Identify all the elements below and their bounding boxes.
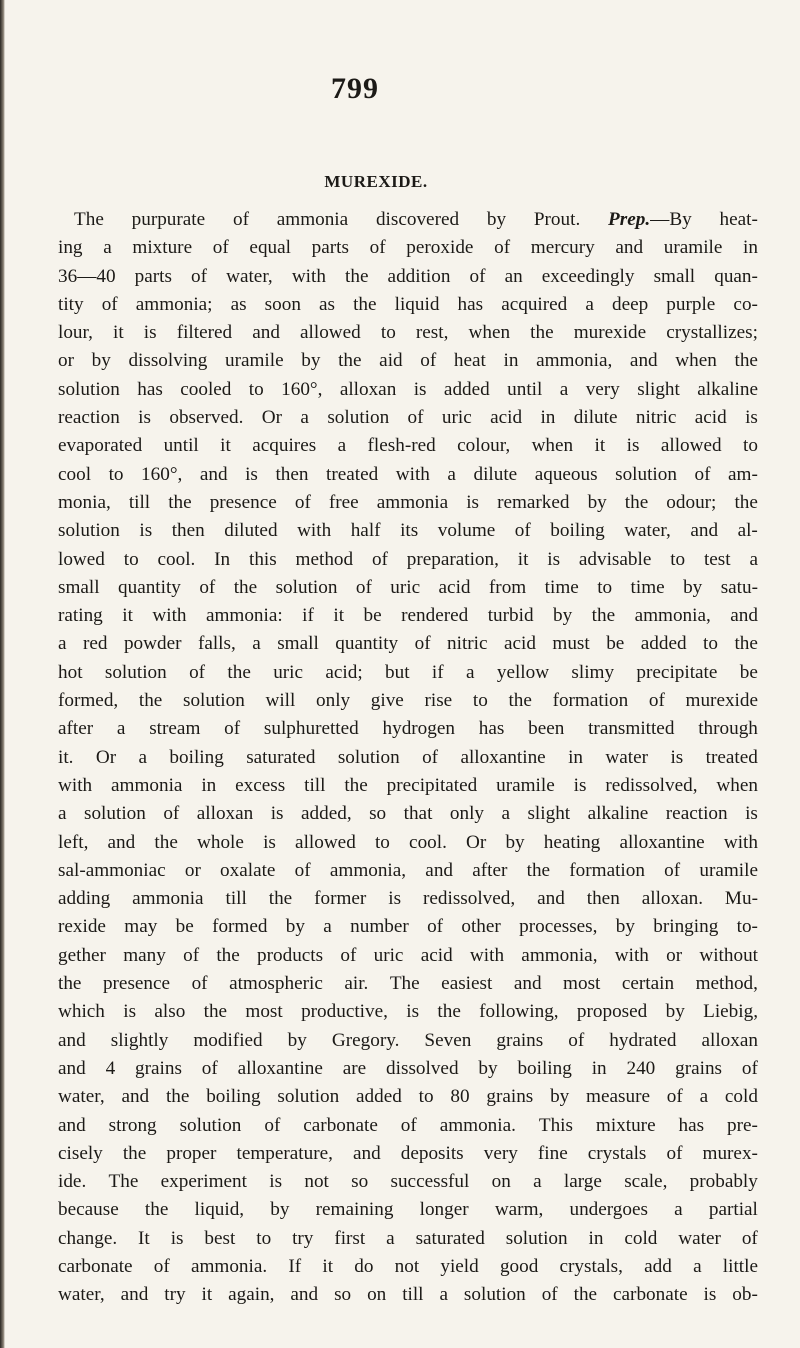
text-line: rexide may be formed by a number of other processes, by bringing to-: [58, 916, 758, 938]
text-line: or by dissolving uramile by the aid of heat in ammonia, and when the: [58, 350, 758, 372]
text-line: rating it with ammonia: if it be rendered turbid by the ammonia, and: [58, 605, 758, 627]
text-line: cool to 160°, and is then treated with a dilute aqueous solution of am-: [58, 463, 758, 485]
page-binding-edge: [0, 0, 5, 1348]
text-line: lour, it is filtered and allowed to rest, when the murexide crystallizes;: [58, 322, 758, 344]
text-line: carbonate of ammonia. If it do not yield good crystals, add a little: [58, 1255, 758, 1277]
text-line: reaction is observed. Or a solution of uric acid in dilute nitric acid is: [58, 407, 758, 429]
text-line: small quantity of the solution of uric acid from time to time by satu-: [58, 576, 758, 598]
body-text: [58, 206, 758, 1310]
text-line: monia, till the presence of free ammonia is remarked by the odour; the: [58, 491, 758, 513]
text-line: ide. The experiment is not so successful on a large scale, probably: [58, 1171, 758, 1193]
text-line: lowed to cool. In this method of preparation, it is advisable to test a: [58, 548, 758, 570]
text-line: The purpurate of ammonia discovered by Prout. Prep.—By heat-: [74, 209, 758, 230]
section-title: MUREXIDE.: [324, 172, 428, 191]
text-line: tity of ammonia; as soon as the liquid has acquired a deep purple co-: [58, 293, 758, 315]
text-line: because the liquid, by remaining longer warm, undergoes a partial: [58, 1199, 758, 1221]
text-line: gether many of the products of uric acid with ammonia, with or without: [58, 944, 758, 966]
text-line: adding ammonia till the former is redissolved, and then alloxan. Mu-: [58, 888, 758, 910]
text-line: and 4 grains of alloxantine are dissolved by boiling in 240 grains of: [58, 1057, 758, 1079]
text-line: with ammonia in excess till the precipitated uramile is redissolved, when: [58, 774, 758, 796]
text-line: water, and the boiling solution added to 80 grains by measure of a cold: [58, 1086, 758, 1108]
text-line: 36—40 parts of water, with the addition of an exceedingly small quan-: [58, 265, 758, 287]
text-line: cisely the proper temperature, and deposits very fine crystals of murex-: [58, 1142, 758, 1164]
text-line: change. It is best to try first a saturated solution in cold water of: [58, 1227, 758, 1249]
text-line: solution has cooled to 160°, alloxan is added until a very slight alkaline: [58, 378, 758, 400]
page-number: 799: [331, 72, 379, 105]
text-line: and slightly modified by Gregory. Seven grains of hydrated alloxan: [58, 1029, 758, 1051]
text-line: the presence of atmospheric air. The easiest and most certain method,: [58, 973, 758, 995]
text-line: which is also the most productive, is the following, proposed by Liebig,: [58, 1001, 758, 1023]
text-line: evaporated until it acquires a flesh-red colour, when it is allowed to: [58, 435, 758, 457]
text-line: and strong solution of carbonate of ammonia. This mixture has pre-: [58, 1114, 758, 1136]
text-line: left, and the whole is allowed to cool. Or by heating alloxantine with: [58, 831, 758, 853]
text-line: a solution of alloxan is added, so that only a slight alkaline reaction is: [58, 803, 758, 825]
text-line: it. Or a boiling saturated solution of alloxantine in water is treated: [58, 746, 758, 768]
text-line: sal-ammoniac or oxalate of ammonia, and after the formation of uramile: [58, 859, 758, 881]
text-line: a red powder falls, a small quantity of nitric acid must be added to the: [58, 633, 758, 655]
text-line: ing a mixture of equal parts of peroxide of mercury and uramile in: [58, 237, 758, 259]
text-line: hot solution of the uric acid; but if a yellow slimy precipitate be: [58, 661, 758, 683]
text-line: after a stream of sulphuretted hydrogen has been transmitted through: [58, 718, 758, 740]
text-line: solution is then diluted with half its volume of boiling water, and al-: [58, 520, 758, 542]
text-line: water, and try it again, and so on till a solution of the carbonate is ob-: [58, 1284, 758, 1306]
text-line: formed, the solution will only give rise to the formation of murexide: [58, 690, 758, 712]
